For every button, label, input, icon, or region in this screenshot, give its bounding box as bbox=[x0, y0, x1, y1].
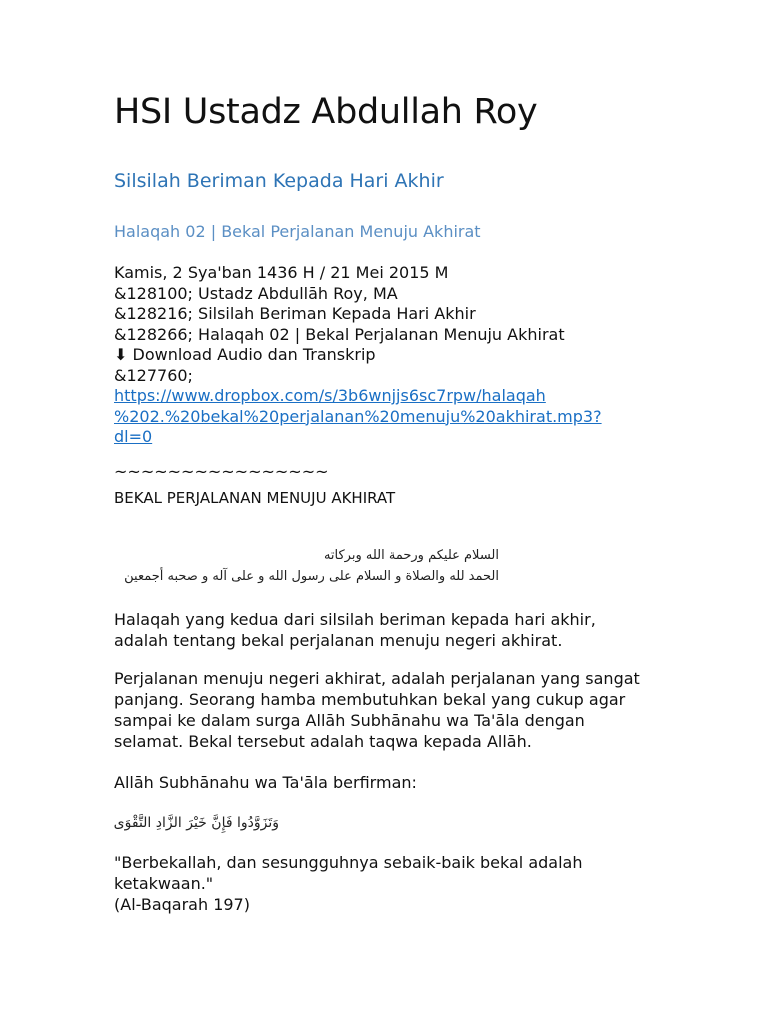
paragraph-intro: Halaqah yang kedua dari silsilah beriman kepada hari akhir, adalah tentang bekal perjalanan menuju negeri akhirat. bbox=[114, 610, 596, 650]
paragraph-firman: Allāh Subhānahu wa Ta'āla berfirman: bbox=[114, 773, 417, 792]
page-title: HSI Ustadz Abdullah Roy bbox=[114, 92, 538, 132]
globe-line: &127760; bbox=[114, 365, 193, 385]
date-line: Kamis, 2 Sya'ban 1436 H / 21 Mei 2015 M bbox=[114, 263, 449, 282]
halaqah-heading: Halaqah 02 | Bekal Perjalanan Menuju Akhirat bbox=[114, 222, 481, 241]
download-link[interactable] bbox=[114, 386, 654, 448]
verse-translation: "Berbekallah, dan sesungguhnya sebaik-baik bekal adalah ketakwaan." bbox=[114, 853, 583, 893]
section-heading: BEKAL PERJALANAN MENUJU AKHIRAT bbox=[114, 489, 396, 507]
download-link-line-2[interactable]: %202.%20bekal%20perjalanan%20menuju%20akhirat.mp3? bbox=[114, 406, 602, 426]
arabic-greeting: السلام عليكم ورحمة الله وبركاته bbox=[323, 548, 499, 563]
verse-reference: (Al-Baqarah 197) bbox=[114, 895, 250, 914]
arabic-verse: وَتَزَوَّدُوا فَإِنَّ خَيْرَ الزَّادِ التَّقْوَى bbox=[113, 815, 279, 831]
arabic-praise: الحمد لله والصلاة و السلام على رسول الله و على آله و صحبه أجمعين bbox=[124, 569, 499, 584]
speaker-line: &128100; Ustadz Abdullāh Roy, MA bbox=[114, 283, 398, 303]
download-line: ⬇ Download Audio dan Transkrip bbox=[114, 345, 376, 364]
info-block bbox=[114, 263, 654, 448]
series-line: &128216; Silsilah Beriman Kepada Hari Akhir bbox=[114, 304, 476, 323]
series-subtitle: Silsilah Beriman Kepada Hari Akhir bbox=[114, 170, 444, 192]
download-link-line-3[interactable]: dl=0 bbox=[114, 427, 153, 446]
paragraph-journey: Perjalanan menuju negeri akhirat, adalah perjalanan yang sangat panjang. Seorang hamba membutuhkan bekal yang cukup agar sampai ke dalam surga Allāh Subhānahu wa Ta'āla dengan selamat. Bekal tersebut adalah taqwa kepada Allāh. bbox=[114, 669, 640, 751]
divider: ~~~~~~~~~~~~~~~~ bbox=[114, 462, 329, 481]
download-link-line-1[interactable]: https://www.dropbox.com/s/3b6wnjjs6sc7rpw/halaqah bbox=[114, 386, 546, 405]
episode-line: &128266; Halaqah 02 | Bekal Perjalanan Menuju Akhirat bbox=[114, 324, 565, 344]
translation-block bbox=[114, 852, 644, 915]
